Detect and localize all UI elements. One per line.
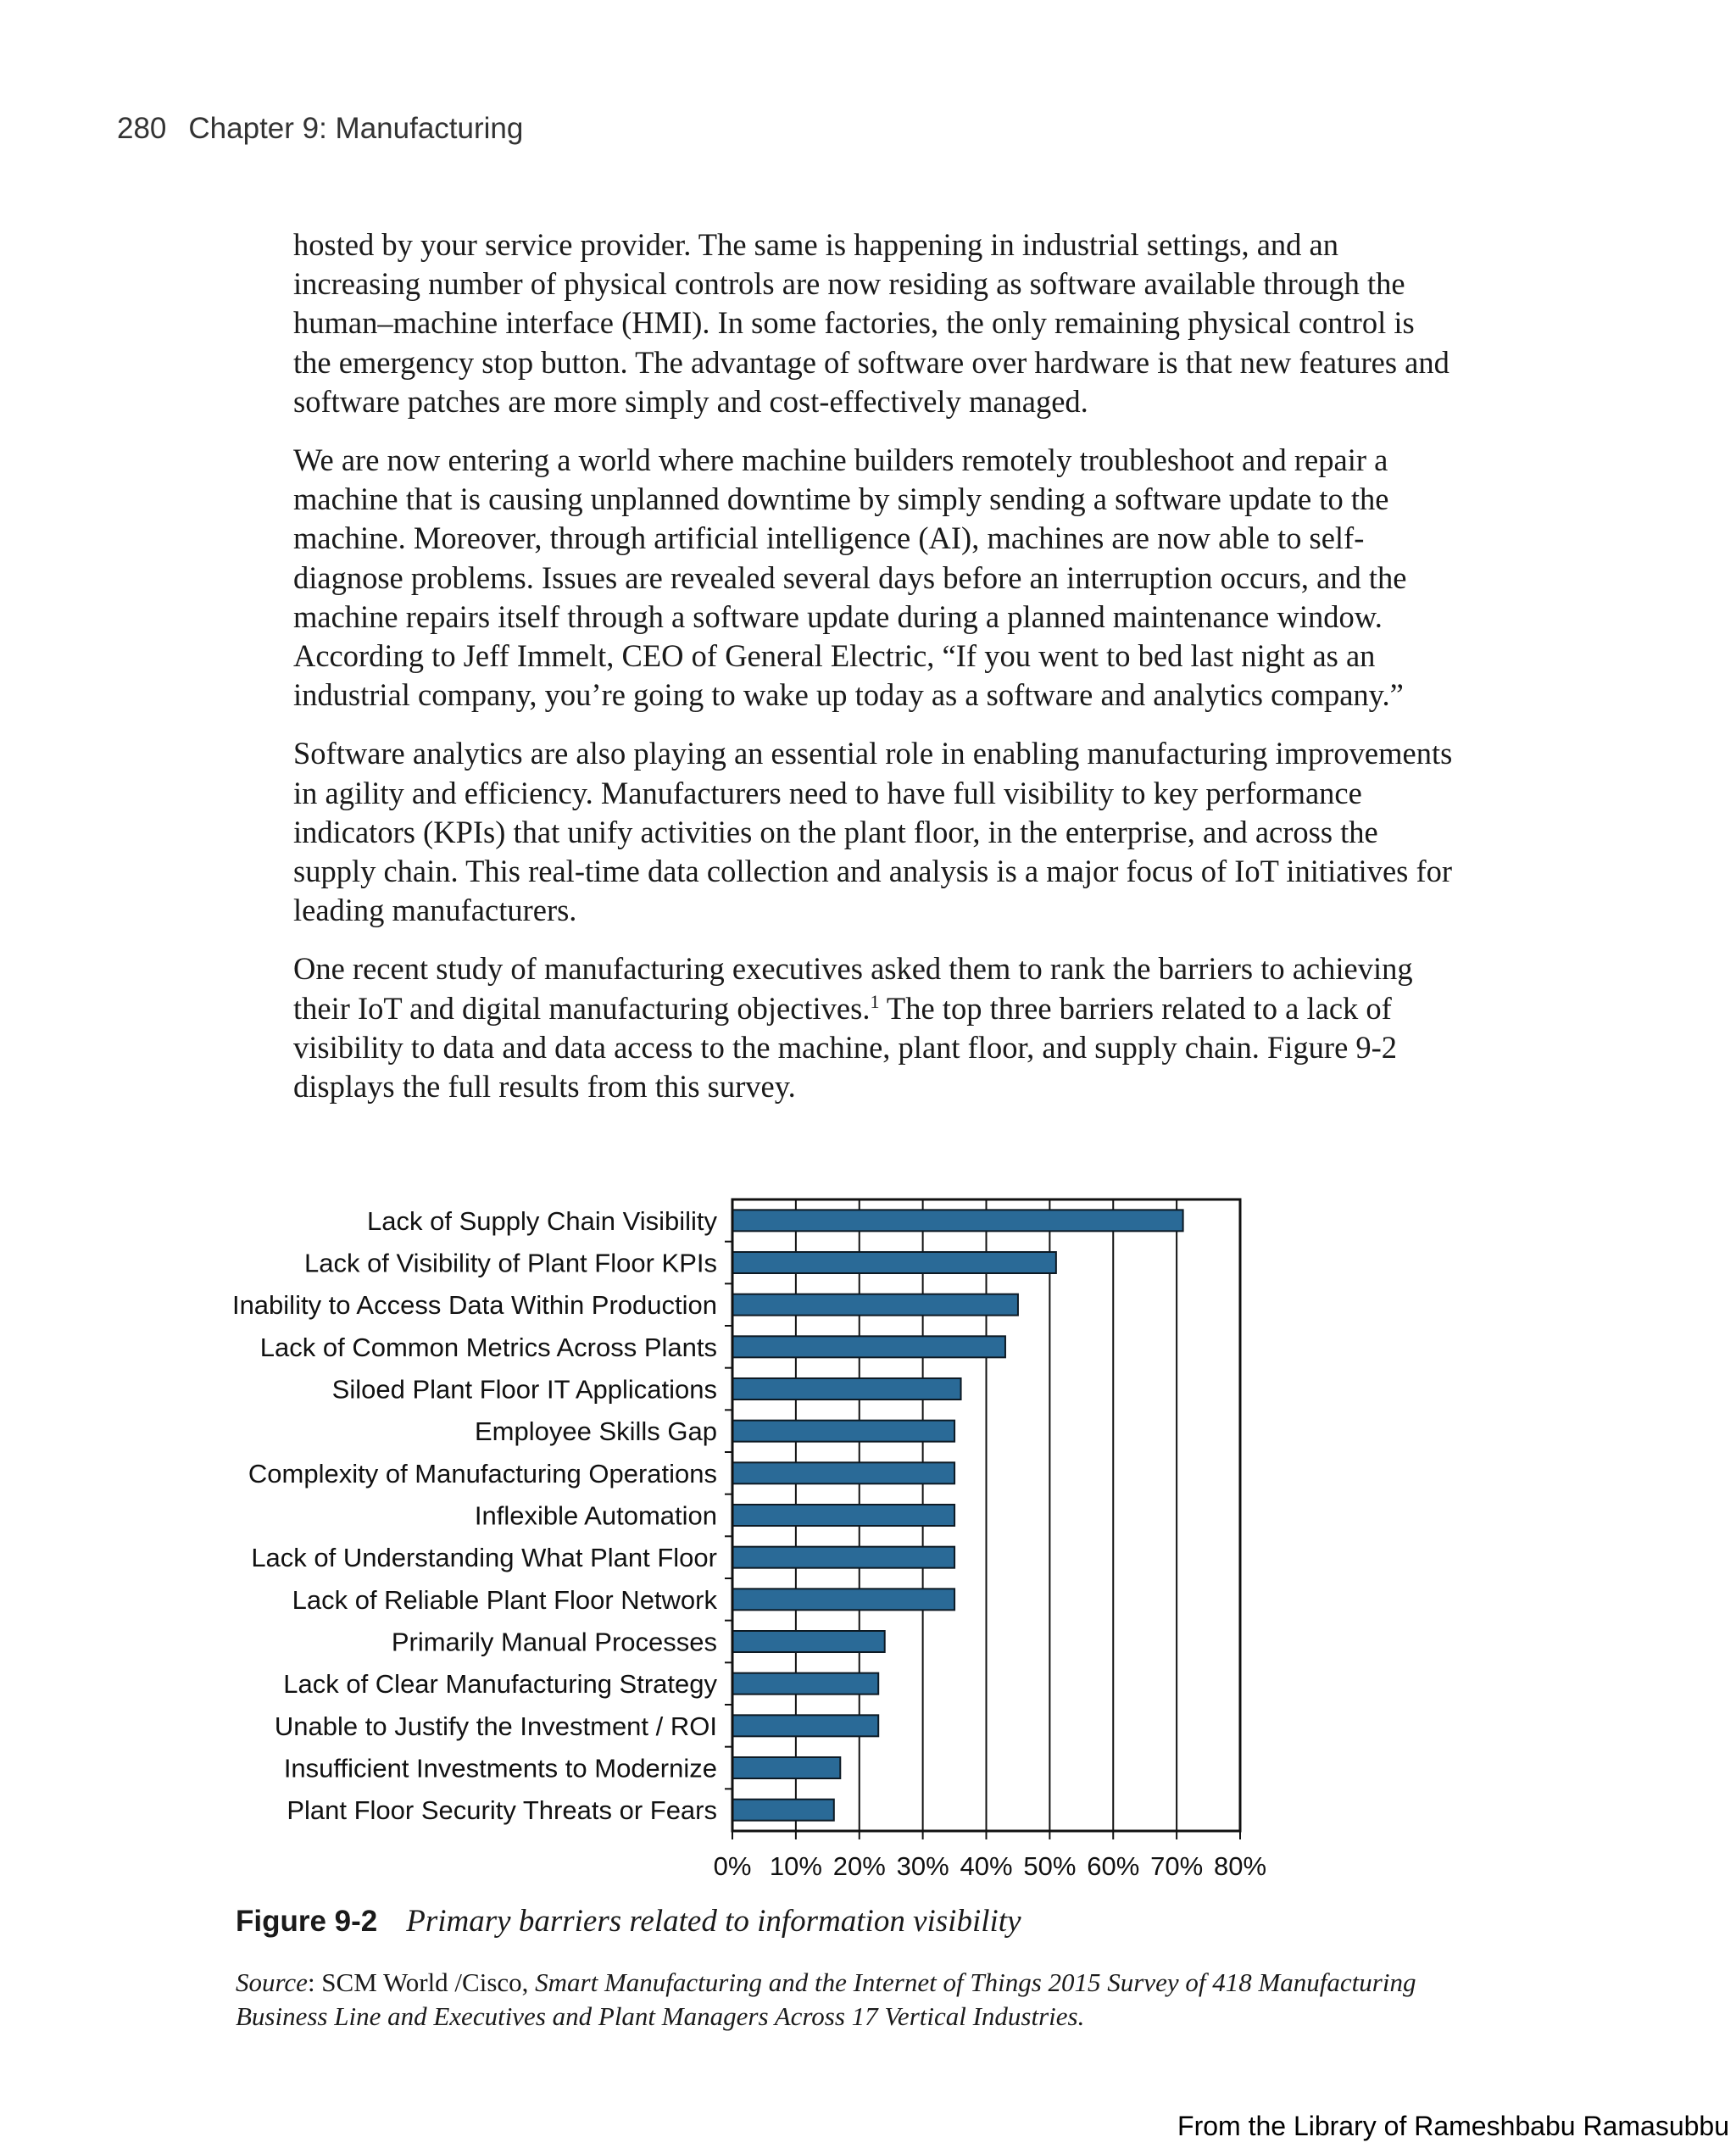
bar: [732, 1547, 954, 1568]
category-label: Inability to Access Data Within Production: [231, 1290, 717, 1321]
bar: [732, 1505, 954, 1526]
paragraph-4-part-2: The top three barriers related to a lack of visibility to data and data access to the machine, plant floor, and supply chain. Figure 9-2 displays the full results from this survey.: [293, 990, 1398, 1105]
chart-category-labels: [232, 1206, 718, 1825]
x-tick-label: 30%: [896, 1851, 949, 1881]
bar: [732, 1378, 961, 1400]
chart-x-tick-labels: [714, 1851, 1266, 1881]
bar: [732, 1715, 878, 1736]
paragraph-4-part-1: One recent study of manufacturing executives asked them to rank the barriers to achieving their IoT and digital manufacturing objectives.: [293, 951, 1413, 1026]
x-tick-label: 80%: [1213, 1851, 1267, 1881]
category-label: Primarily Manual Processes: [391, 1627, 717, 1657]
category-label: Lack of Reliable Plant Floor Network: [292, 1584, 717, 1615]
source-title: Smart Manufacturing and the Internet of Things 2015 Survey of 418 Manufacturing Business Line and Executives and Plant Managers Across 17 Vertical Industries.: [236, 1967, 1416, 2031]
figure-label: Figure 9-2: [236, 1905, 378, 1938]
chart-bars: [732, 1210, 1183, 1820]
x-tick-label: 60%: [1087, 1851, 1140, 1881]
bar: [732, 1631, 885, 1652]
bar: [732, 1294, 1018, 1316]
category-label: Siloed Plant Floor IT Applications: [331, 1374, 717, 1405]
category-label: Plant Floor Security Threats or Fears: [287, 1795, 717, 1826]
source-label: Source: [236, 1967, 308, 1997]
bar: [732, 1252, 1056, 1273]
x-tick-label: 0%: [713, 1851, 752, 1881]
x-tick-label: 50%: [1023, 1851, 1077, 1881]
paragraph-3: Software analytics are also playing an essential role in enabling manufacturing improvements in agility and efficiency. Manufacturers need to have full visibility to key performance indicators (KPIs) that unify activities on the plant floor, in the enterprise, and across the supply chain. This real-time data collection and analysis is a major focus of IoT initiatives for leading manufacturers.: [293, 736, 1453, 928]
figure-source: [236, 1966, 1507, 2034]
x-tick-label: 70%: [1150, 1851, 1204, 1881]
library-footer: From the Library of Rameshbabu Ramasubbu: [1177, 2111, 1729, 2141]
page-number: 280: [117, 112, 167, 145]
figure-caption: [236, 1903, 1021, 1939]
category-label: Lack of Common Metrics Across Plants: [259, 1332, 717, 1362]
paragraph-2: We are now entering a world where machine builders remotely troubleshoot and repair a machine that is causing unplanned downtime by simply sending a software update to the machine. Moreover, through artificial intelligence (AI), machines are now able to self-diagnose problems. Issues are revealed several days before an interruption occurs, and the machine repairs itself through a software update during a planned maintenance window. According to Jeff Immelt, CEO of General Electric, “If you went to bed last night as an industrial company, you’re going to wake up today as a software and analytics company.”: [293, 442, 1407, 713]
category-label: Complexity of Manufacturing Operations: [248, 1458, 717, 1489]
source-text: : SCM World /Cisco,: [307, 1967, 536, 1997]
bar: [732, 1800, 834, 1821]
category-label: Lack of Supply Chain Visibility: [367, 1205, 717, 1236]
bar: [732, 1462, 954, 1483]
category-label: Unable to Justify the Investment / ROI: [274, 1711, 717, 1741]
paragraph-1: hosted by your service provider. The same is happening in industrial settings, and an increasing number of physical controls are now residing as software available through the human–machine interface (HMI). In some factories, the only remaining physical control is the emergency stop button. The advantage of software over hardware is that new features and software patches are more simply and cost-effectively managed.: [293, 227, 1449, 419]
figure-title: Primary barriers related to information visibility: [406, 1904, 1021, 1939]
x-tick-label: 10%: [769, 1851, 822, 1881]
bar: [732, 1421, 954, 1442]
category-label: Lack of Visibility of Plant Floor KPIs: [303, 1248, 717, 1278]
category-label: Inflexible Automation: [474, 1500, 717, 1531]
x-tick-label: 40%: [960, 1851, 1013, 1881]
bar: [732, 1673, 878, 1694]
bar: [732, 1336, 1005, 1357]
category-label: Employee Skills Gap: [474, 1416, 717, 1447]
footnote-ref[interactable]: 1: [870, 990, 880, 1012]
category-label: Lack of Understanding What Plant Floor: [251, 1543, 717, 1573]
category-label: Lack of Clear Manufacturing Strategy: [283, 1669, 717, 1700]
chapter-title: Chapter 9: Manufacturing: [188, 112, 524, 145]
bar: [732, 1210, 1183, 1231]
bar: [732, 1589, 954, 1610]
category-label: Insufficient Investments to Modernize: [283, 1753, 717, 1784]
x-tick-label: 20%: [832, 1851, 886, 1881]
bar: [732, 1757, 840, 1778]
